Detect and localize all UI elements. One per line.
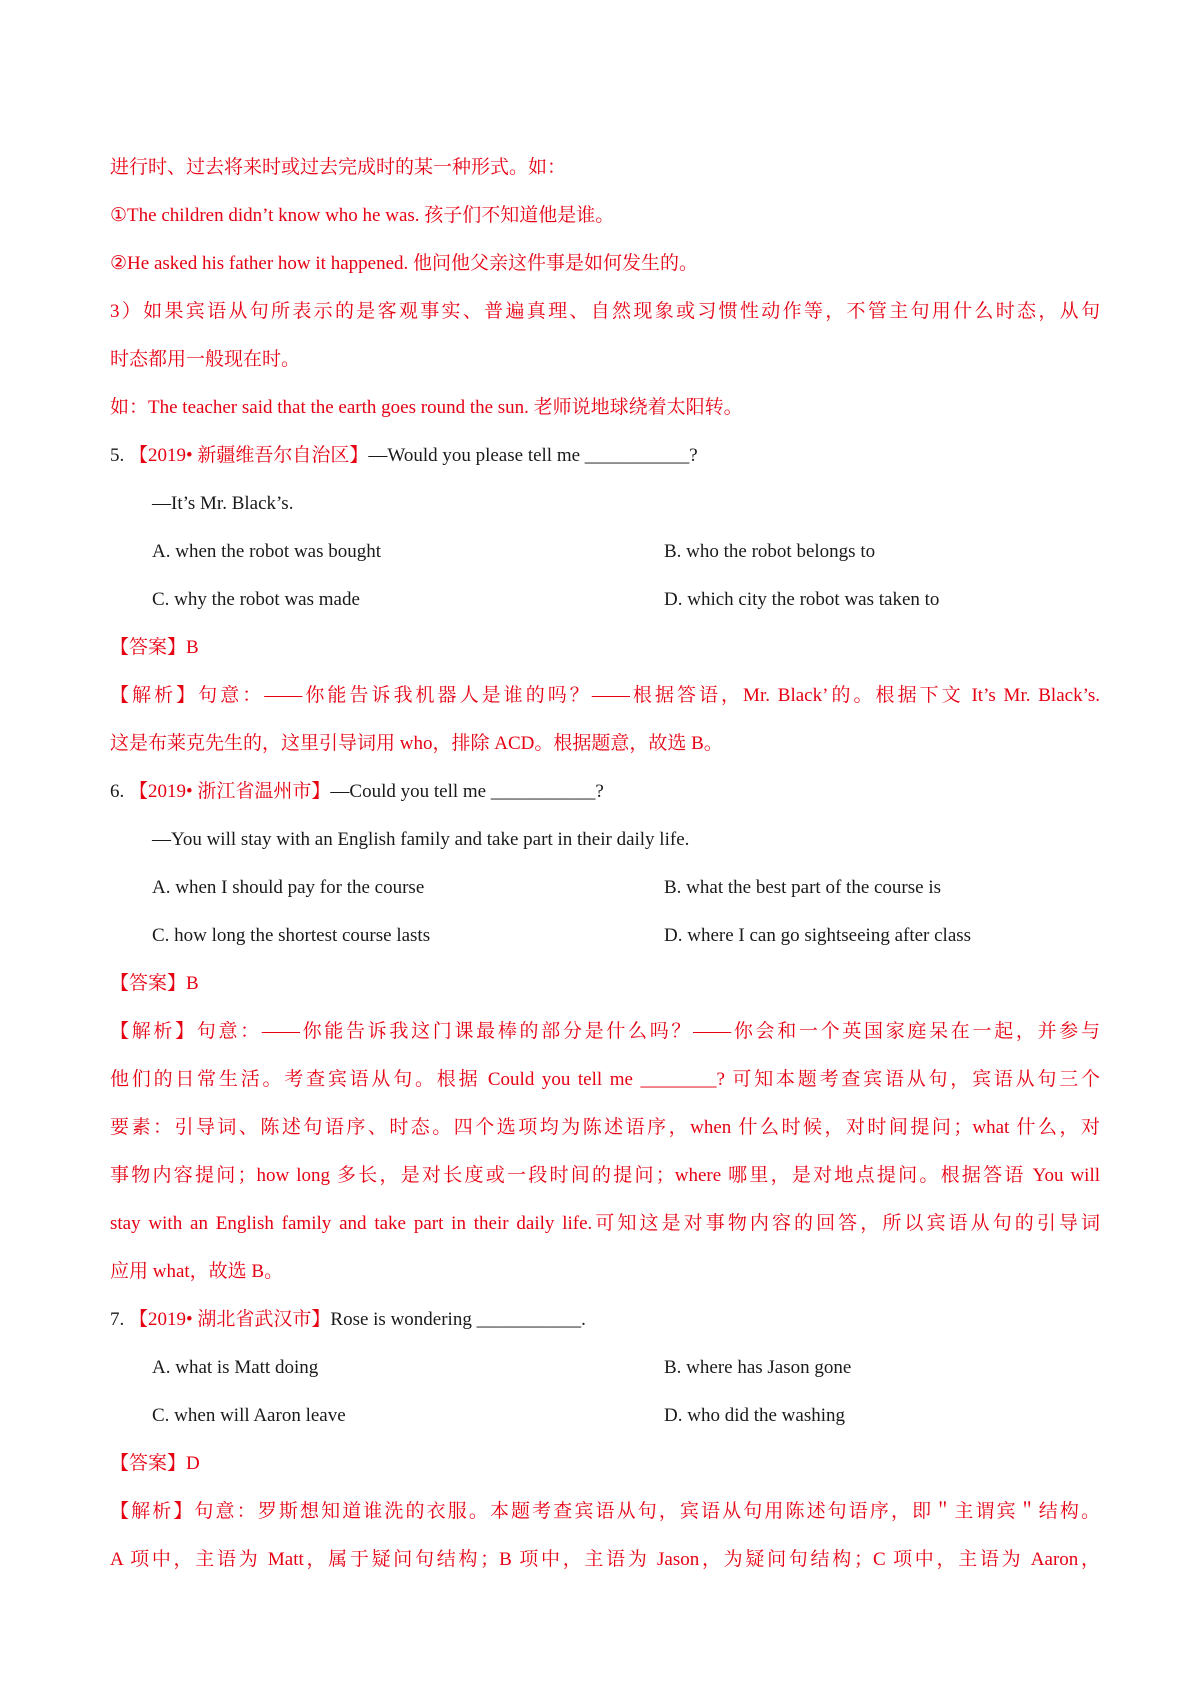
question-5-reply: —It’s Mr. Black’s.	[152, 493, 294, 514]
question-5-option-b: B. who the robot belongs to	[664, 541, 876, 562]
question-6-analysis-3: 要素：引导词、陈述句语序、时态。四个选项均为陈述语序，when 什么时候，对时间提问；what 什么，对	[110, 1117, 1100, 1138]
answer-value: B	[186, 973, 199, 994]
rule-3-line-2: 时态都用一般现在时。	[110, 349, 301, 370]
question-7-option-b: B. where has Jason gone	[664, 1357, 852, 1378]
question-6-option-a: A. when I should pay for the course	[152, 877, 425, 898]
question-6-answer	[110, 971, 1100, 997]
question-7-analysis-1: 【解析】句意：罗斯想知道谁洗的衣服。本题考查宾语从句，宾语从句用陈述句语序，即＂主谓宾＂结构。	[110, 1501, 1100, 1522]
question-source: 【2019• 湖北省武汉市】	[129, 1309, 331, 1330]
question-6-reply: —You will stay with an English family and take part in their daily life.	[152, 829, 690, 850]
question-6-option-d: D. where I can go sightseeing after class	[664, 925, 972, 946]
rule-3-line-1: 3）如果宾语从句所表示的是客观事实、普遍真理、自然现象或习惯性动作等，不管主句用什么时态，从句	[110, 301, 1100, 322]
question-5-analysis-2: 这是布莱克先生的，这里引导词用 who，排除 ACD。根据题意，故选 B。	[110, 733, 723, 754]
question-6-stem	[110, 779, 1100, 805]
answer-value: B	[186, 637, 199, 658]
question-6-analysis-5: stay with an English family and take part in their daily life.可知这是对事物内容的回答，所以宾语从句的引导词	[110, 1213, 1100, 1234]
answer-label: 【答案】	[110, 1453, 187, 1474]
question-5-option-c: C. why the robot was made	[152, 589, 360, 610]
intro-line: 进行时、过去将来时或过去完成时的某一种形式。如：	[110, 157, 567, 178]
question-number: 7.	[110, 1309, 125, 1330]
question-6-option-b: B. what the best part of the course is	[664, 877, 942, 898]
question-7-option-c: C. when will Aaron leave	[152, 1405, 346, 1426]
intro-example-1: ①The children didn’t know who he was. 孩子们不知道他是谁。	[110, 205, 615, 226]
question-6-analysis-6: 应用 what，故选 B。	[110, 1261, 284, 1282]
question-6-analysis-2: 他们的日常生活。考查宾语从句。根据 Could you tell me ________? 可知本题考查宾语从句，宾语从句三个	[110, 1069, 1100, 1090]
question-text: —Would you please tell me ___________?	[368, 445, 698, 466]
question-6-analysis-1: 【解析】句意：——你能告诉我这门课最棒的部分是什么吗？——你会和一个英国家庭呆在一起，并参与	[110, 1021, 1100, 1042]
answer-label: 【答案】	[110, 637, 187, 658]
question-source: 【2019• 浙江省温州市】	[129, 781, 331, 802]
question-7-analysis-2: A 项中，主语为 Matt，属于疑问句结构；B 项中，主语为 Jason，为疑问句结构；C 项中，主语为 Aaron，	[110, 1549, 1100, 1570]
question-number: 5.	[110, 445, 125, 466]
answer-value: D	[186, 1453, 200, 1474]
question-5-option-d: D. which city the robot was taken to	[664, 589, 940, 610]
answer-label: 【答案】	[110, 973, 187, 994]
question-5-stem	[110, 443, 1100, 469]
question-7-answer	[110, 1451, 1100, 1477]
question-7-option-a: A. what is Matt doing	[152, 1357, 319, 1378]
intro-example-2: ②He asked his father how it happened. 他问他父亲这件事是如何发生的。	[110, 253, 698, 274]
question-text: —Could you tell me ___________?	[330, 781, 604, 802]
question-5-option-a: A. when the robot was bought	[152, 541, 382, 562]
question-5-analysis-1: 【解析】句意：——你能告诉我机器人是谁的吗？——根据答语，Mr. Black’的。根据下文 It’s Mr. Black’s.	[110, 685, 1100, 706]
intro-example-3: 如：The teacher said that the earth goes round the sun. 老师说地球绕着太阳转。	[110, 397, 743, 418]
question-5-answer	[110, 635, 1100, 661]
question-6-option-c: C. how long the shortest course lasts	[152, 925, 431, 946]
question-number: 6.	[110, 781, 125, 802]
question-7-option-d: D. who did the washing	[664, 1405, 846, 1426]
question-7-stem	[110, 1307, 1100, 1333]
question-source: 【2019• 新疆维吾尔自治区】	[129, 445, 369, 466]
question-text: Rose is wondering ___________.	[330, 1309, 586, 1330]
question-6-analysis-4: 事物内容提问；how long 多长，是对长度或一段时间的提问；where 哪里，是对地点提问。根据答语 You will	[110, 1165, 1100, 1186]
